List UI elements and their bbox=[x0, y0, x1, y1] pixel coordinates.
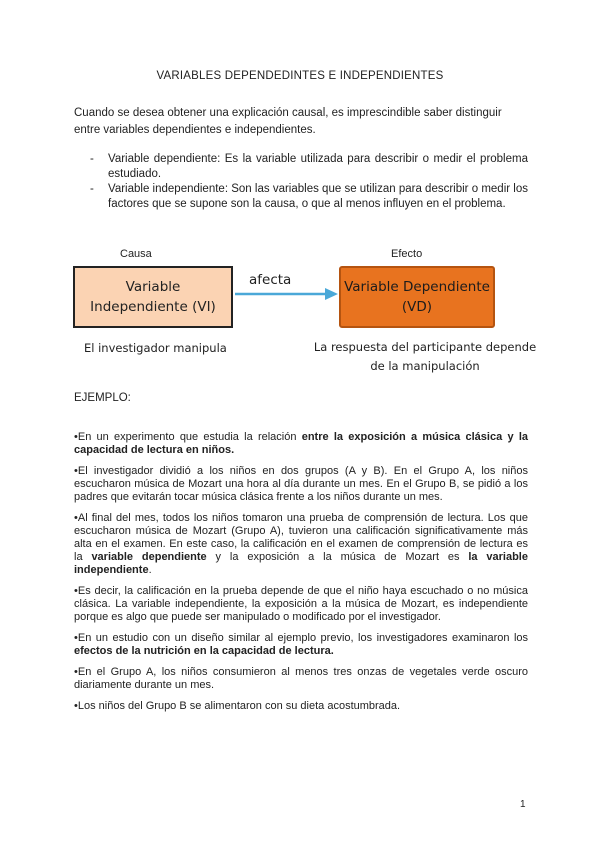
dependent-variable-box bbox=[339, 266, 495, 328]
vd-caption bbox=[305, 338, 545, 376]
definition-independent bbox=[90, 182, 528, 212]
example-paragraphs bbox=[74, 431, 528, 721]
example-paragraph: •Es decir, la calificación en la prueba depende de que el niño haya escuchado o no música clásica. La variable independiente, la exposición a la música de Mozart, es independiente porque es algo que puede ser manipulado o modificado por el investigador. bbox=[74, 585, 528, 623]
arrow-label: afecta bbox=[249, 272, 292, 288]
example-heading: EJEMPLO: bbox=[74, 392, 131, 404]
definition-dependent bbox=[90, 152, 528, 182]
list-dash: - bbox=[90, 153, 94, 165]
vd-caption-line2: de la manipulación bbox=[370, 359, 480, 373]
example-paragraph bbox=[74, 512, 528, 577]
vd-box-line2: (VD) bbox=[401, 299, 433, 315]
vd-caption-line1: La respuesta del participante depende bbox=[313, 340, 537, 354]
example-paragraph bbox=[74, 632, 528, 658]
intro-paragraph: Cuando se desea obtener una explicación causal, es imprescindible saber distinguir entre variables dependientes e independientes. bbox=[74, 107, 502, 136]
document-title: VARIABLES DEPENDEDINTES E INDEPENDIENTES bbox=[156, 70, 444, 82]
example-paragraph: •Los niños del Grupo B se alimentaron con su dieta acostumbrada. bbox=[74, 700, 401, 712]
vi-caption: El investigador manipula bbox=[84, 341, 227, 355]
text-run: . bbox=[148, 564, 152, 576]
definition-text: Variable independiente: Son las variables que se utilizan para describir o medir los factores que se supone son la causa, o que al menos influyen en el problema. bbox=[108, 183, 528, 210]
example-paragraph: •El investigador dividió a los niños en dos grupos (A y B). En el Grupo A, los niños escucharon música de Mozart una hora al día durante un mes. En el Grupo B, se pidió a los padres que evitarán tocar música clásica frente a los niños durante un mes. bbox=[74, 465, 528, 503]
bold-text-run: entre la exposición a música clásica y la capacidad de lectura en niños. bbox=[74, 431, 528, 456]
bold-text-run: la variable independiente bbox=[74, 551, 528, 576]
definitions-list bbox=[90, 152, 528, 212]
list-dash: - bbox=[90, 183, 94, 195]
effect-label: Efecto bbox=[391, 248, 423, 260]
vd-box-line1: Variable Dependiente bbox=[344, 279, 490, 295]
page-number: 1 bbox=[520, 799, 526, 810]
example-paragraph: •En el Grupo A, los niños consumieron al menos tres onzas de vegetales verde oscuro diariamente durante un mes. bbox=[74, 666, 528, 691]
bold-text-run: efectos de la nutrición en la capacidad de lectura. bbox=[74, 645, 334, 657]
definition-text: Variable dependiente: Es la variable utilizada para describir o medir el problema estudiado. bbox=[108, 153, 528, 180]
cause-label: Causa bbox=[120, 248, 152, 260]
text-run: y la exposición a la música de Mozart es bbox=[206, 551, 469, 563]
text-run: •En un estudio con un diseño similar al ejemplo previo, los investigadores examinaron los bbox=[74, 632, 528, 644]
vi-box-line2: Independiente (VI) bbox=[90, 299, 216, 315]
example-paragraph bbox=[74, 431, 528, 457]
text-run: •Al final del mes, todos los niños tomaron una prueba de comprensión de lectura. Los que escucharon música de Mozart (Grupo A), tuvieron una calificación significativamente más alta en el examen. En este caso, la calificación en el examen de comprensión de lectura es la bbox=[74, 512, 528, 563]
arrow-right-icon bbox=[235, 286, 339, 302]
independent-variable-box bbox=[73, 266, 233, 328]
text-run: •En un experimento que estudia la relación bbox=[74, 431, 302, 443]
bold-text-run: variable dependiente bbox=[91, 551, 207, 563]
vi-box-line1: Variable bbox=[125, 279, 181, 295]
